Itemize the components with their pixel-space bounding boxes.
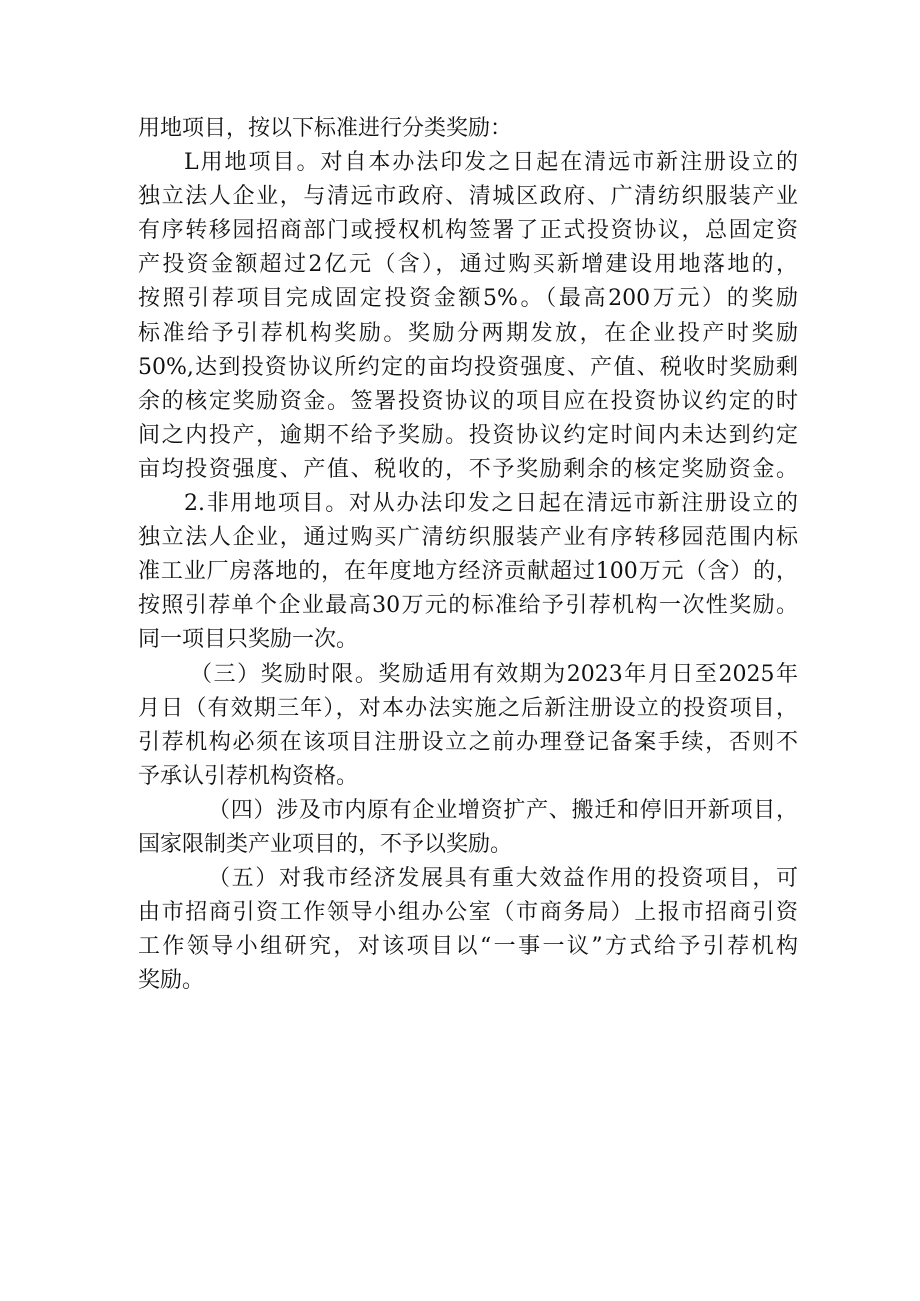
paragraph-exclusions	[138, 794, 798, 862]
text-line: 产投资金额超过2亿元（含），通过购买新增建设用地落地的，	[138, 252, 798, 278]
text-line: 奖励。	[138, 968, 205, 994]
paragraph-intro-continuation	[138, 112, 798, 146]
paragraph-major-projects	[138, 862, 798, 998]
paragraph-non-land-projects	[138, 487, 798, 657]
text-line: 有序转移园招商部门或授权机构签署了正式投资协议，总固定资	[138, 218, 798, 244]
text-line: （四）涉及市内原有企业增资扩产、搬迁和停旧开新项目，	[208, 797, 798, 823]
document-page	[138, 112, 798, 998]
paragraph-land-projects	[138, 146, 798, 487]
text-line: 准工业厂房落地的，在年度地方经济贡献超过100万元（含）的，	[138, 559, 798, 585]
text-line: 50%,达到投资协议所约定的亩均投资强度、产值、税收时奖励剩	[138, 354, 798, 380]
text-line: 工作领导小组研究，对该项目以“一事一议”方式给予引荐机构	[138, 934, 798, 960]
text-line: 月日（有效期三年），对本办法实施之后新注册设立的投资项目，	[138, 695, 798, 721]
text-line: 标准给予引荐机构奖励。奖励分两期发放，在企业投产时奖励	[138, 320, 798, 346]
text-line: 2.非用地项目。对从办法印发之日起在清远市新注册设立的	[184, 491, 798, 517]
text-line: 按照引荐项目完成固定投资金额5%。（最高200万元）的奖励	[138, 286, 798, 312]
text-line: 国家限制类产业项目的，不予以奖励。	[138, 831, 513, 857]
text-line: 独立法人企业，通过购买广清纺织服装产业有序转移园范围内标	[138, 525, 798, 551]
text-line: （三）奖励时限。奖励适用有效期为2023年月日至2025年	[190, 661, 798, 687]
text-line: 引荐机构必须在该项目注册设立之前办理登记备案手续，否则不	[138, 729, 798, 755]
text-line: 独立法人企业，与清远市政府、清城区政府、广清纺织服装产业	[138, 184, 798, 210]
paragraph-reward-period	[138, 658, 798, 794]
text-line: 同一项目只奖励一次。	[138, 627, 359, 653]
text-line: 予承认引荐机构资格。	[138, 763, 359, 789]
text-line: 亩均投资强度、产值、税收的，不予奖励剩余的核定奖励资金。	[138, 456, 798, 482]
text-line: 间之内投产，逾期不给予奖励。投资协议约定时间内未达到约定	[138, 422, 798, 448]
text-line: 按照引荐单个企业最高30万元的标准给予引荐机构一次性奖励。	[138, 593, 798, 619]
text-line: L用地项目。对自本办法印发之日起在清远市新注册设立的	[184, 150, 798, 176]
text-line: （五）对我市经济发展具有重大效益作用的投资项目，可	[208, 866, 798, 892]
text-line: 用地项目，按以下标准进行分类奖励：	[138, 116, 513, 141]
text-line: 由市招商引资工作领导小组办公室（市商务局）上报市招商引资	[138, 900, 798, 926]
text-line: 余的核定奖励资金。签署投资协议的项目应在投资协议约定的时	[138, 388, 798, 414]
